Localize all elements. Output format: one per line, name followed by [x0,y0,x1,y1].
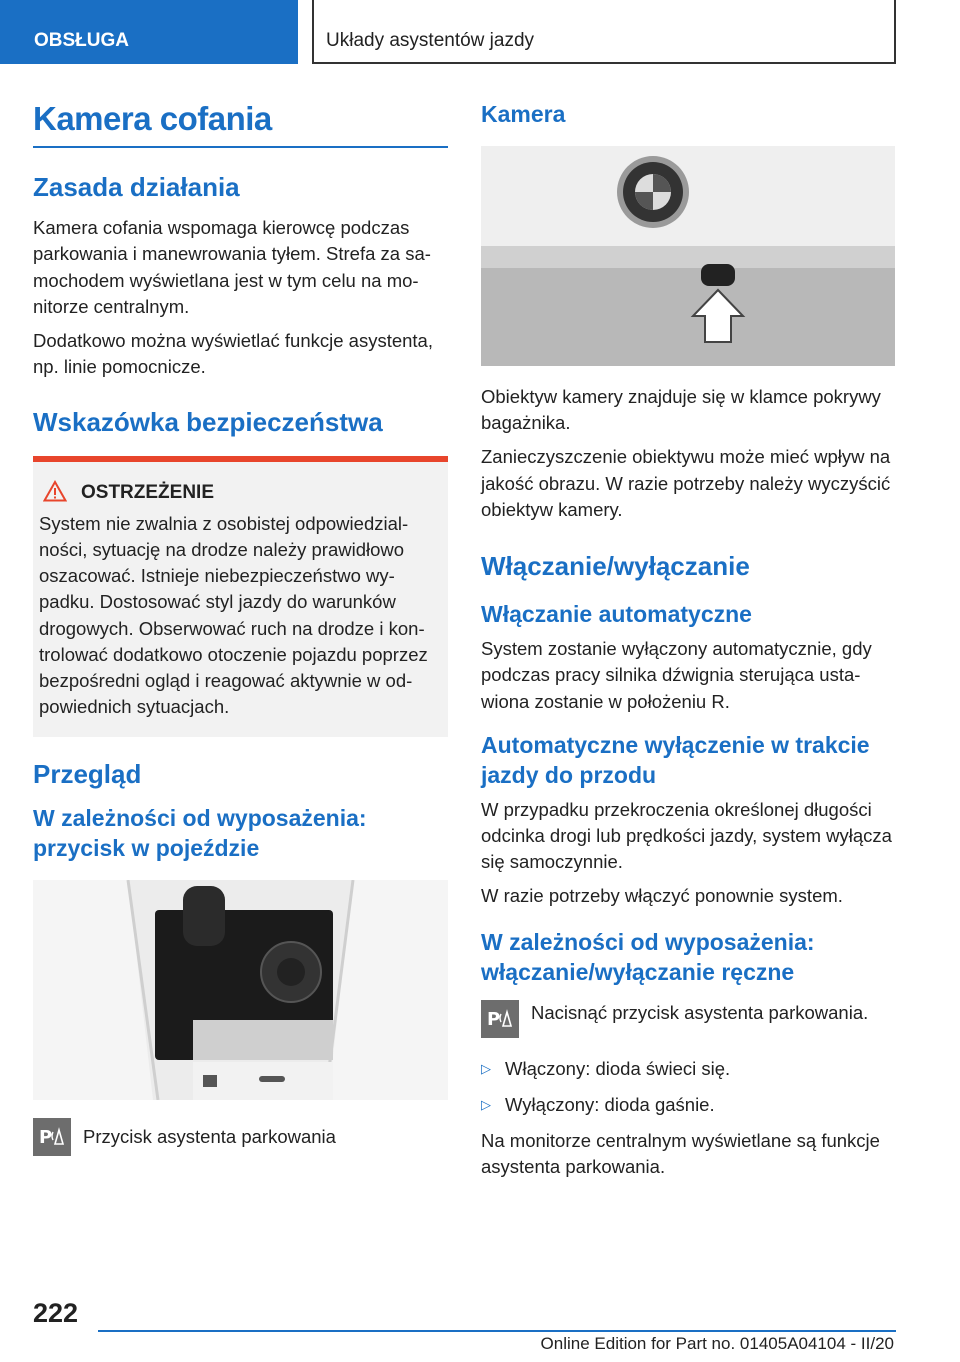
warning-title: OSTRZEŻENIE [81,482,215,504]
heading-safety: Wskazówka bezpieczeństwa [33,406,383,437]
subheading-button-in-vehicle: W zależności od wyposażenia: przycisk w pojeździe [33,804,367,861]
auto-off-paragraph-2: W razie potrzeby włączyć ponownie system. [481,885,843,907]
principle-paragraph-1: Kamera cofania wspomaga kierowcę podczas parkowania i manewrowania tyłem. Strefa za samochodem wyświetlana jest w tym celu na monitorze centralnym. [33,217,431,317]
chapter-header [312,0,896,64]
camera-paragraph-1: Obiektyw kamery znajduje się w klamce pokrywy bagażnika. [481,385,881,434]
footer-divider [98,1330,896,1332]
page-title: Kamera cofania [33,100,448,148]
manual-instruction [481,1000,895,1038]
right-column [481,100,895,1189]
heading-camera: Kamera [481,101,566,127]
section-tab [0,0,298,64]
subheading-auto-on: Włączanie automatyczne [481,601,752,628]
auto-off-paragraph-1: W przypadku przekroczenia określonej długości odcinka drogi lub prędkości jazdy, system wyłącza się samoczynnie. [481,798,892,873]
subheading-auto-off: Automatyczne wyłączenie w trakcie jazdy do przodu [481,731,870,788]
auto-on-text: System zostanie wyłączony automatycznie, gdy podczas pracy silnika dźwignia sterująca ustawiona zostanie w położeniu R. [481,638,872,712]
page-number: 222 [33,1298,79,1328]
center-console-photo [33,880,448,1100]
svg-text:P: P [487,1008,501,1030]
park-assist-caption: Przycisk asystenta parkowania [83,1125,336,1147]
subheading-manual: W zależności od wyposażenia: włączanie/wyłączanie ręczne [481,928,815,985]
heading-overview: Przegląd [33,758,142,789]
footer-edition: Online Edition for Part no. 01405A04104 - II/20 [540,1334,894,1353]
park-assist-icon [33,1118,71,1156]
warning-triangle-icon [43,480,67,507]
bullet-text: Włączony: dioda świeci się. [505,1057,731,1079]
svg-text:P: P [39,1126,53,1148]
bullet-text: Wyłączony: dioda gaśnie. [505,1093,715,1115]
principle-paragraph-2: Dodatkowo można wyświetlać funkcje asystenta, np. linie pomocnicze. [33,330,433,378]
warning-text: System nie zwalnia z osobistej odpowiedzialności, sytuację na drodze należy prawidłowo oszacować. Istnieje niebezpieczeństwo wypadku. Dostosować styl jazdy do warunków drogowych. Obserwować ruch na drodze i kontrolować dodatkowo otoczenie pojazdu poprzez bezpośredni ogląd i reagować aktywnie w odpowiednich sytuacjach. [39,512,428,718]
triangle-bullet-icon: ▷ [481,1096,491,1112]
section-label: OBSŁUGA [34,30,129,51]
park-assist-legend [33,1118,448,1158]
chapter-label: Układy asystentów jazdy [326,30,535,51]
camera-paragraph-2: Zanieczyszczenie obiektywu może mieć wpływ na jakość obrazu. W razie potrzeby należy wyczyścić obiektyw kamery. [481,446,891,520]
park-assist-button-icon [481,1000,519,1038]
rear-camera-photo [481,146,895,366]
warning-box [33,456,448,737]
triangle-bullet-icon: ▷ [481,1060,491,1076]
manual-instruction-text: Nacisnąć przycisk asystenta parkowania. [531,1001,869,1023]
heading-principle: Zasada działania [33,172,240,202]
list-item [481,1092,895,1118]
heading-on-off: Włączanie/wyłączanie [481,551,750,582]
final-paragraph: Na monitorze centralnym wyświetlane są funkcje asystenta parkowania. [481,1130,880,1178]
left-column [33,100,448,1176]
list-item [481,1056,895,1082]
